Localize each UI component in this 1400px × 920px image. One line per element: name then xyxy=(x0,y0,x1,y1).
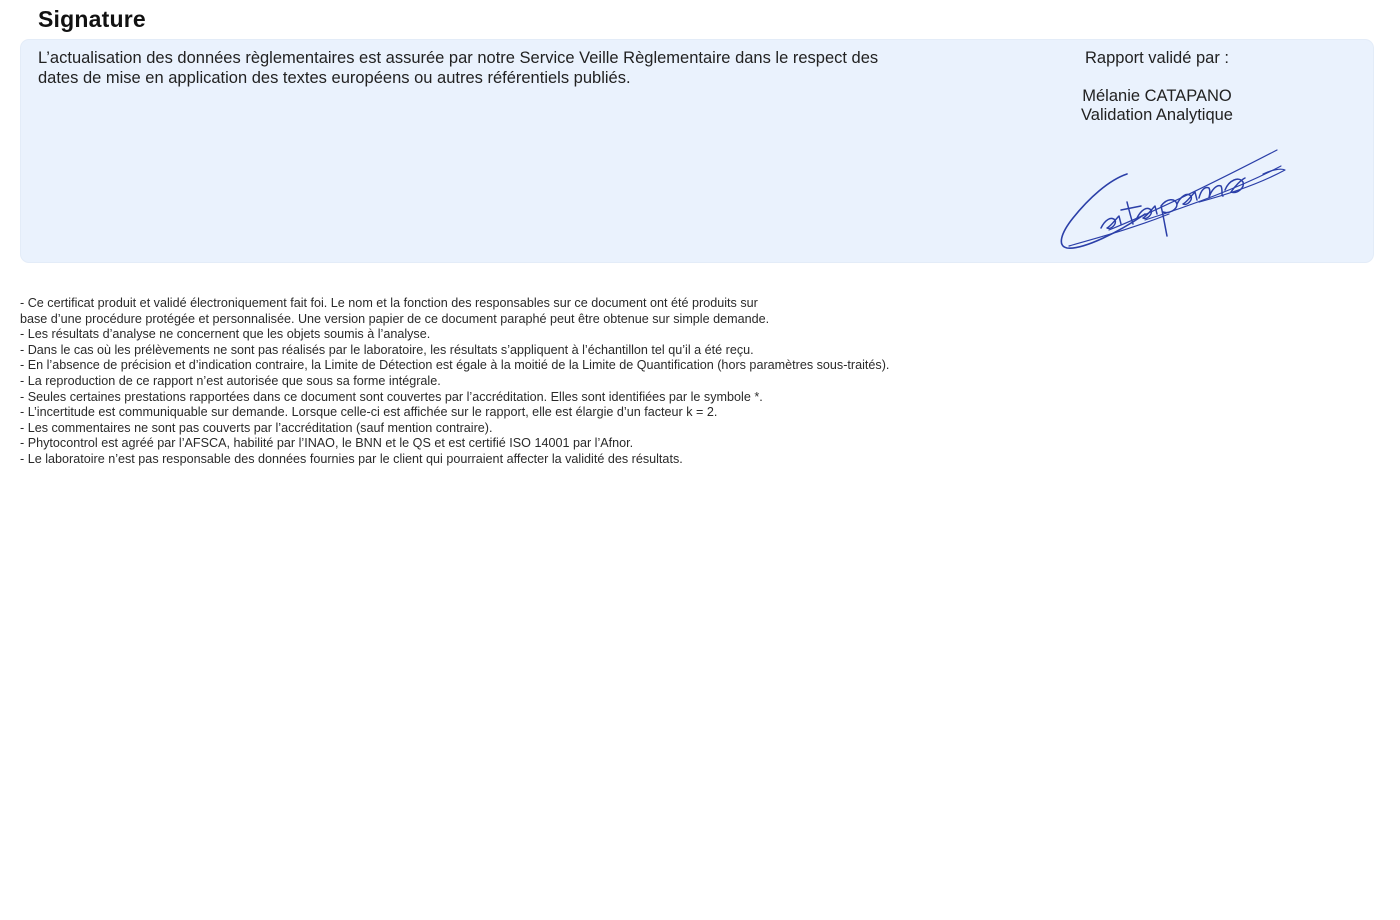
regulatory-statement xyxy=(38,49,938,88)
note-line: - Phytocontrol est agréé par l’AFSCA, habilité par l’INAO, le BNN et le QS et est certifié ISO 14001 par l’Afnor. xyxy=(20,436,634,451)
note-line: - Les commentaires ne sont pas couverts par l’accréditation (sauf mention contraire). xyxy=(20,420,493,435)
legal-notes-list xyxy=(20,296,889,468)
section-title: Signature xyxy=(38,6,146,32)
validator-role: Validation Analytique xyxy=(1081,106,1233,124)
note-line: - L’incertitude est communiquable sur demande. Lorsque celle-ci est affichée sur le rapport, elle est élargie d’un facteur k = 2. xyxy=(20,405,718,420)
validator-name: Mélanie CATAPANO xyxy=(1082,86,1232,105)
note-line: - En l’absence de précision et d’indication contraire, la Limite de Détection est égale à la moitié de la Limite de Quantification (hors paramètres sous-traités). xyxy=(20,358,890,373)
signature-panel xyxy=(21,40,1373,262)
handwritten-signature xyxy=(1049,140,1294,255)
note-line: - Seules certaines prestations rapportées dans ce document sont couvertes par l’accréditation. Elles sont identifiées par le symbole *. xyxy=(20,389,763,404)
note-line: - La reproduction de ce rapport n’est autorisée que sous sa forme intégrale. xyxy=(20,373,441,388)
note-line: base d’une procédure protégée et personnalisée. Une version papier de ce document paraphé peut être obtenue sur simple demande. xyxy=(20,311,770,326)
validator-block xyxy=(1031,49,1283,126)
note-line: - Les résultats d’analyse ne concernent que les objets soumis à l’analyse. xyxy=(20,327,431,342)
regulatory-statement-line-1: L’actualisation des données règlementaires est assurée par notre Service Veille Règlementaire dans le respect des xyxy=(38,49,879,67)
spacer xyxy=(1031,69,1283,87)
note-line: - Le laboratoire n’est pas responsable des données fournies par le client qui pourraient affecter la validité des résultats. xyxy=(20,451,683,466)
note-line: - Dans le cas où les prélèvements ne sont pas réalisés par le laboratoire, les résultats s’appliquent à l’échantillon tel qu’il a été reçu. xyxy=(20,342,754,357)
regulatory-statement-line-2: dates de mise en application des textes européens ou autres référentiels publiés. xyxy=(38,68,631,87)
note-line: - Ce certificat produit et validé électroniquement fait foi. Le nom et la fonction des responsables sur ce document ont été produits sur xyxy=(20,296,758,310)
validated-by-label: Rapport validé par : xyxy=(1085,49,1229,67)
